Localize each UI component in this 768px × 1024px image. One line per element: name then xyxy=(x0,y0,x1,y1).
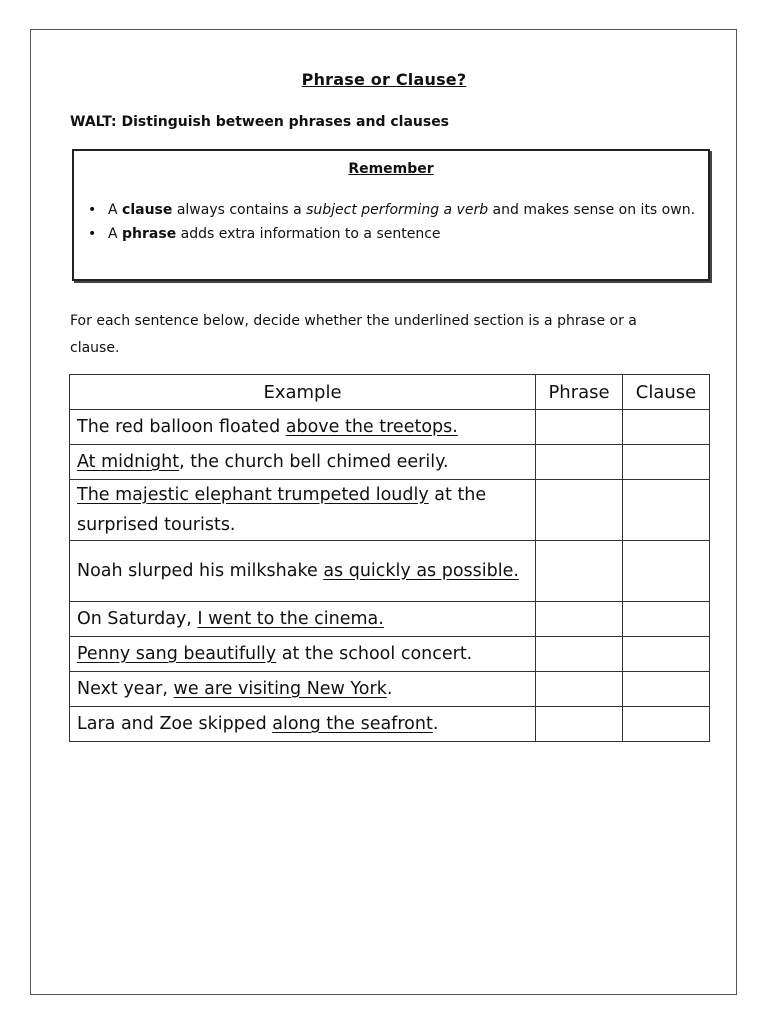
instructions: For each sentence below, decide whether the underlined section is a phrase or a clause. xyxy=(70,313,637,356)
remember-box xyxy=(72,149,710,281)
table-row xyxy=(70,445,710,480)
example-text: . xyxy=(386,679,393,699)
example-cell xyxy=(70,602,536,637)
phrase-answer-box[interactable] xyxy=(536,445,623,480)
example-cell xyxy=(70,707,536,742)
header-example: Example xyxy=(70,375,536,410)
phrase-answer-box[interactable] xyxy=(536,672,623,707)
example-text: Noah slurped his milkshake xyxy=(77,561,324,581)
term-phrase: phrase xyxy=(122,226,177,242)
bullet-text-suffix: and makes sense on its own. xyxy=(488,202,696,218)
table-header-row xyxy=(70,375,710,410)
bullet-text-middle: always contains a xyxy=(172,202,307,218)
underlined-section: we are visiting New York xyxy=(173,679,387,699)
underlined-section: Penny sang beautifully xyxy=(77,644,277,664)
underlined-section: as quickly as possible. xyxy=(323,561,519,581)
bullet-icon: • xyxy=(88,202,97,218)
bullet-text-prefix: A xyxy=(108,226,123,242)
example-text: at the surprised tourists. xyxy=(77,485,487,535)
underlined-section: above the treetops. xyxy=(285,417,458,437)
clause-answer-box[interactable] xyxy=(623,541,710,602)
list-item-phrase-definition xyxy=(88,221,698,248)
phrase-answer-box[interactable] xyxy=(536,602,623,637)
term-clause: clause xyxy=(122,202,173,218)
underlined-section: along the seafront xyxy=(272,714,433,734)
example-text: Lara and Zoe skipped xyxy=(77,714,273,734)
example-text: . xyxy=(432,714,439,734)
table-row xyxy=(70,602,710,637)
table-row xyxy=(70,480,710,541)
phrase-answer-box[interactable] xyxy=(536,541,623,602)
header-phrase: Phrase xyxy=(536,375,623,410)
emphasis-subject-verb: subject performing a verb xyxy=(306,202,489,218)
example-cell xyxy=(70,480,536,541)
examples-table xyxy=(69,374,710,742)
phrase-answer-box[interactable] xyxy=(536,637,623,672)
remember-heading: Remember xyxy=(348,161,434,177)
phrase-answer-box[interactable] xyxy=(536,410,623,445)
example-cell xyxy=(70,637,536,672)
phrase-answer-box[interactable] xyxy=(536,707,623,742)
underlined-section: I went to the cinema. xyxy=(197,609,384,629)
table-row xyxy=(70,541,710,602)
walt-text: Distinguish between phrases and clauses xyxy=(121,114,450,130)
walt-objective xyxy=(70,114,449,130)
walt-label: WALT: xyxy=(70,114,117,130)
bullet-text-prefix: A xyxy=(108,202,123,218)
example-cell xyxy=(70,410,536,445)
page-title: Phrase or Clause? xyxy=(301,70,467,89)
example-cell xyxy=(70,445,536,480)
example-text: , the church bell chimed eerily. xyxy=(179,452,449,472)
example-cell xyxy=(70,541,536,602)
example-cell xyxy=(70,672,536,707)
list-item-clause-definition xyxy=(88,197,698,224)
clause-answer-box[interactable] xyxy=(623,637,710,672)
bullet-text-suffix: adds extra information to a sentence xyxy=(176,226,441,242)
underlined-section: The majestic elephant trumpeted loudly xyxy=(77,485,429,505)
table-row xyxy=(70,410,710,445)
clause-answer-box[interactable] xyxy=(623,602,710,637)
clause-answer-box[interactable] xyxy=(623,445,710,480)
example-text: On Saturday, xyxy=(77,609,198,629)
bullet-icon: • xyxy=(88,226,97,242)
clause-answer-box[interactable] xyxy=(623,410,710,445)
clause-answer-box[interactable] xyxy=(623,480,710,541)
underlined-section: At midnight xyxy=(77,452,180,472)
example-text: at the school concert. xyxy=(276,644,473,664)
phrase-answer-box[interactable] xyxy=(536,480,623,541)
example-text: Next year, xyxy=(77,679,174,699)
table-row xyxy=(70,707,710,742)
clause-answer-box[interactable] xyxy=(623,707,710,742)
example-text: The red balloon floated xyxy=(77,417,286,437)
clause-answer-box[interactable] xyxy=(623,672,710,707)
table-row xyxy=(70,672,710,707)
remember-list xyxy=(88,197,698,248)
header-clause: Clause xyxy=(623,375,710,410)
table-row xyxy=(70,637,710,672)
